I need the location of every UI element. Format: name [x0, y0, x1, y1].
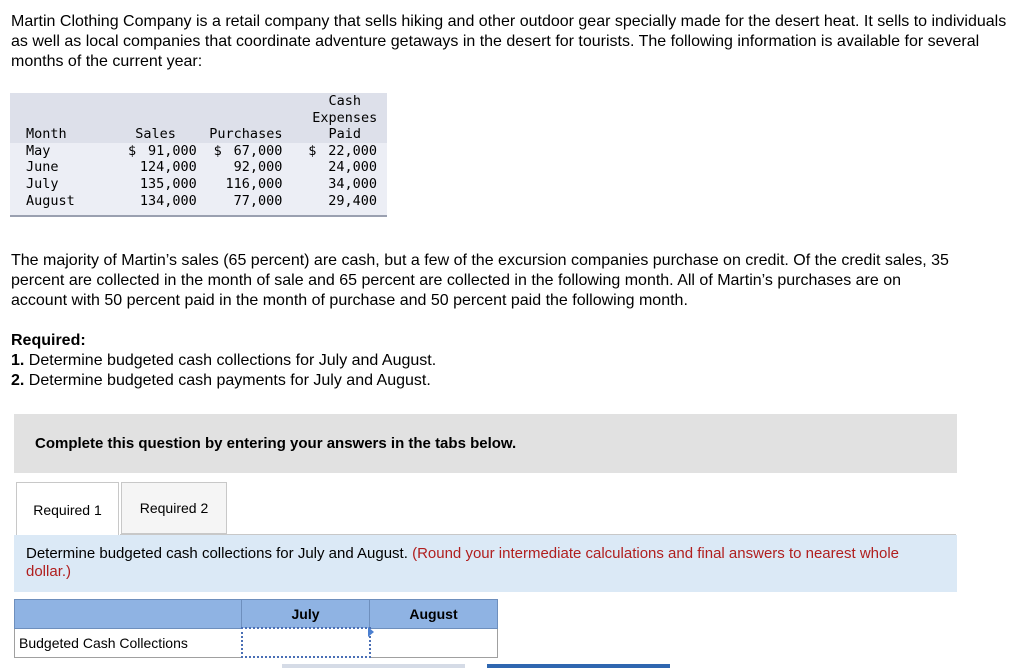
- tab-required-2[interactable]: Required 2: [121, 482, 227, 534]
- answer-header-row: [15, 600, 498, 629]
- panel-instruction: Determine budgeted cash collections for July and August.: [26, 545, 408, 562]
- table-footer-cell: [10, 209, 387, 216]
- instruction-banner-text: Complete this question by entering your answers in the tabs below.: [35, 435, 517, 452]
- header-cash-expenses-paid: [282, 93, 387, 143]
- cell-purchases: 77,000: [233, 192, 283, 209]
- panel-rounding-note: (Round your intermediate calculations and final answers to nearest whole dollar.): [26, 545, 900, 580]
- cell-cash: [282, 143, 387, 160]
- cell-month: May: [26, 142, 51, 159]
- required-item-1-text: Determine budgeted cash collections for July and August.: [28, 352, 437, 369]
- credit-terms-line3: account with 50 percent paid in the month of purchase and 50 percent paid the following month.: [11, 292, 688, 309]
- required-item-2-text: Determine budgeted cash payments for July and August.: [28, 372, 431, 389]
- cell-cash: 24,000: [328, 159, 377, 176]
- required-item-2-number: 2.: [11, 372, 25, 389]
- answer-header-july: July: [242, 600, 370, 629]
- cell-month: July: [26, 175, 59, 192]
- credit-terms-line1: The majority of Martin’s sales (65 percent) are cash, but a few of the excursion companies purchase on credit. Of the credit sales, 35: [11, 252, 949, 269]
- required-item-2: [11, 371, 436, 391]
- required-section: [11, 331, 436, 391]
- tab-required-1[interactable]: Required 1: [16, 482, 119, 536]
- required-heading: Required:: [11, 332, 86, 349]
- cell-cash-value: 22,000: [328, 142, 377, 159]
- answer-header-august: August: [370, 600, 498, 629]
- currency-sign: $: [308, 142, 317, 159]
- intro-paragraph: Martin Clothing Company is a retail company that sells hiking and other outdoor gear specially made for the desert heat. It sells to individuals as well as local companies that coordinate adventure getaways in the desert for tourists. The following information is available for several months of the current year:: [11, 13, 1007, 70]
- currency-sign: $: [213, 142, 222, 159]
- credit-terms-paragraph: [11, 251, 1024, 311]
- answer-row-cash-collections: [15, 628, 498, 657]
- table-row: [10, 143, 387, 160]
- cell-purchases: [197, 143, 283, 160]
- tab-bar: [16, 482, 227, 536]
- cell-sales: [94, 143, 196, 160]
- july-collections-input[interactable]: [243, 630, 369, 655]
- prev-button[interactable]: [282, 664, 465, 668]
- cell-purchases: 92,000: [233, 159, 283, 176]
- july-cell: [242, 628, 370, 657]
- header-cash-line2: Expenses: [312, 109, 378, 126]
- answer-header-blank: [15, 600, 242, 629]
- table-footer-rule: [10, 209, 387, 216]
- focus-arrow-icon: [368, 627, 374, 637]
- cell-purchases-value: 67,000: [233, 142, 283, 159]
- credit-terms-line2: percent are collected in the month of sale and 65 percent are collected in the following month. All of Martin’s purchases are on: [11, 272, 901, 289]
- currency-sign: $: [128, 142, 137, 159]
- august-collections-input[interactable]: [371, 630, 498, 655]
- header-month: Month: [10, 93, 94, 143]
- cell-sales: 135,000: [139, 175, 197, 192]
- cell-sales: 124,000: [139, 159, 197, 176]
- answer-table: [14, 599, 498, 658]
- header-cash-line3: Paid: [328, 126, 361, 143]
- cell-sales: 134,000: [139, 192, 197, 209]
- august-cell: [370, 628, 498, 657]
- cell-purchases: 116,000: [225, 175, 283, 192]
- cell-month: June: [26, 159, 59, 176]
- header-sales: Sales: [94, 93, 196, 143]
- next-button[interactable]: [487, 664, 670, 668]
- cell-cash: 29,400: [328, 192, 377, 209]
- cell-cash: 34,000: [328, 175, 377, 192]
- required-item-1: [11, 351, 436, 371]
- cell-sales-value: 91,000: [148, 142, 197, 159]
- table-row: [10, 176, 387, 193]
- cell-month: August: [26, 192, 75, 209]
- required-item-1-number: 1.: [11, 352, 25, 369]
- table-header-row: [10, 93, 387, 143]
- table-row: [10, 193, 387, 210]
- header-cash-line1: Cash: [328, 93, 361, 109]
- monthly-data-table: [10, 93, 387, 217]
- answer-row-label: Budgeted Cash Collections: [15, 628, 242, 657]
- table-row: [10, 159, 387, 176]
- header-purchases: Purchases: [197, 93, 283, 143]
- instruction-banner: [14, 414, 957, 473]
- question-panel: [14, 535, 957, 592]
